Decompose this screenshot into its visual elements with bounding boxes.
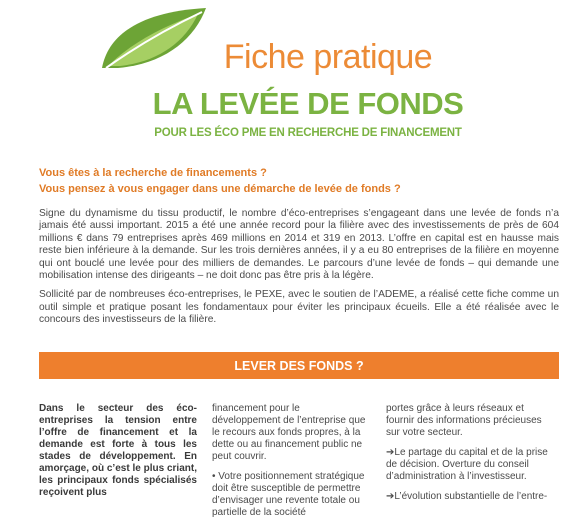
intro-paragraph-2: Sollicité par de nombreuses éco-entreprises, le PEXE, avec le soutien de l’ADEME, a réalisé cette fiche comme un outil simple et pratique posant les fondamentaux pour éviter les principaux écueils. Elle a été réalisée avec le concours des investisseurs de la filière. xyxy=(39,289,559,326)
column-2 xyxy=(212,403,370,527)
section-banner-label: LEVER DES FONDS ? xyxy=(234,358,364,373)
intro-text xyxy=(39,208,559,334)
section-banner xyxy=(39,352,559,379)
column-3-paragraph-2: ➔Le partage du capital et de la prise de décision. Overture du conseil d’administration à l’investisseur. xyxy=(386,447,548,482)
question-2: Vous pensez à vous engager dans une démarche de levée de fonds ? xyxy=(39,183,401,195)
question-1: Vous êtes à la recherche de financements ? xyxy=(39,167,267,179)
column-1-text: Dans le secteur des éco-entreprises la tension entre l’offre de financement et la demande est forte à tous les stades de développement. En amorçage, où c’est le plus criant, les principaux fonds spécialisés reçoivent plus xyxy=(39,403,197,498)
script-title: Fiche pratique xyxy=(223,38,433,76)
intro-paragraph-1: Signe du dynamisme du tissu productif, le nombre d’éco-entreprises s’engageant dans une levée de fonds n’a jamais été aussi important. 2015 a été une année record pour la filière avec des investissements de près de 604 millions € dans 79 entreprises après 469 millions en 2014 et 319 en 2013. L’offre en capital est en hausse mais reste bien inférieure à la demande. Sur les trois dernières années, il y a eu 80 entreprises de la filière en moyenne qui ont bouclé une levée pour des milliers de demandes. Le parcours d’une levée de fonds – qui demande une mobilisation intense des dirigeants – ne doit donc pas être pris à la légère. xyxy=(39,208,559,282)
column-2-paragraph-1: financement pour le développement de l’entreprise que le recours aux fonds propres, à la dette ou au financement public ne peut couvrir. xyxy=(212,403,366,462)
questions-block xyxy=(39,165,559,197)
column-3 xyxy=(386,403,554,511)
column-3-paragraph-3: ➔L’évolution substantielle de l’entre- xyxy=(386,491,548,502)
subtitle: POUR LES ÉCO PME EN RECHERCHE DE FINANCEMENT xyxy=(154,127,462,139)
column-2-paragraph-2: • Votre positionnement stratégique doit être susceptible de permettre d’envisager une revente totale ou partielle de la société xyxy=(212,471,365,518)
column-3-paragraph-1: portes grâce à leurs réseaux et fournir des informations précieuses sur votre secteur. xyxy=(386,403,542,438)
main-title: LA LEVÉE DE FONDS xyxy=(152,86,464,121)
column-1 xyxy=(39,403,197,507)
